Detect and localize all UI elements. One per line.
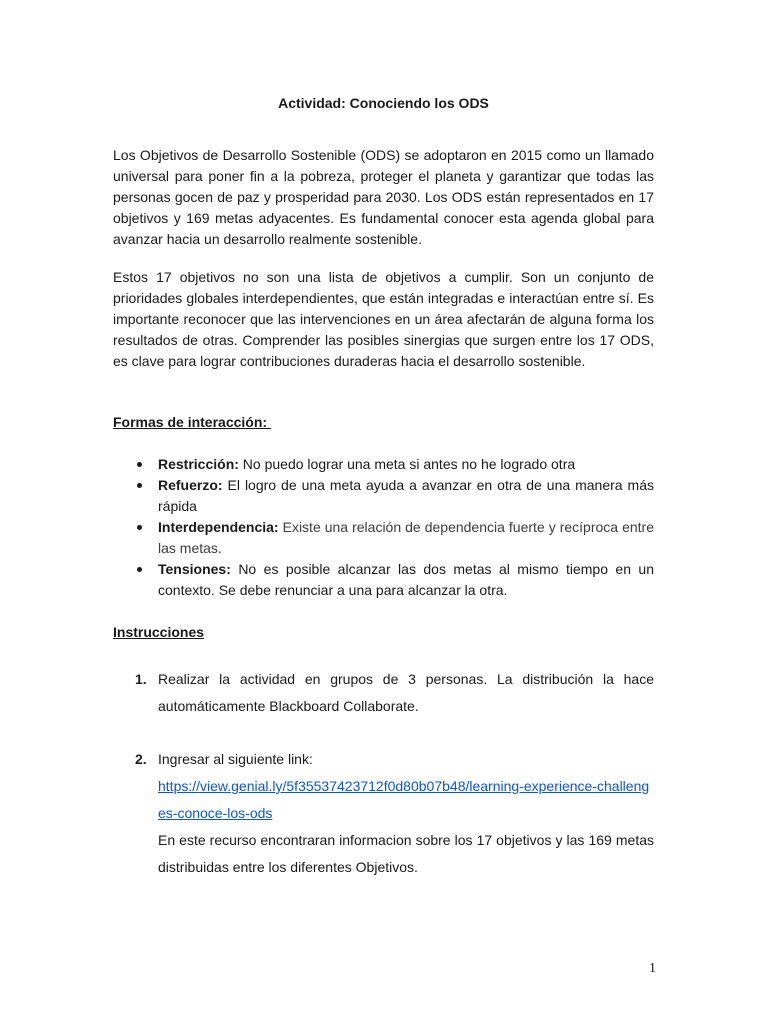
step-body xyxy=(158,746,654,881)
step-item xyxy=(113,666,654,720)
second-paragraph: Estos 17 objetivos no son una lista de objetivos a cumplir. Son un conjunto de prioridades globales interdependientes, que están integradas e interactúan entre sí. Es importante reconocer que las intervenciones en un área afectarán de alguna forma los resultados de otras. Comprender las posibles sinergias que surgen entre los 17 ODS, es clave para lograr contribuciones duraderas hacia el desarrollo sostenible. xyxy=(113,269,654,369)
step-after-text: En este recurso encontraran informacion sobre los 17 objetivos y las 169 metas distribuidas entre los diferentes Objetivos. xyxy=(158,832,654,875)
list-item xyxy=(113,559,654,601)
list-item xyxy=(113,475,654,517)
document-page xyxy=(113,0,654,1024)
bullet-text: No puedo lograr una meta si antes no he logrado otra xyxy=(238,456,576,472)
bullet-term: Interdependencia: xyxy=(158,519,279,535)
bullet-term: Tensiones: xyxy=(158,561,231,577)
bullet-text: Existe una relación de dependencia fuerte y recíproca entre las metas. xyxy=(158,519,654,556)
intro-paragraph: Los Objetivos de Desarrollo Sostenible (ODS) se adoptaron en 2015 como un llamado universal para poner fin a la pobreza, proteger el planeta y garantizar que todas las personas gocen de paz y prosperidad para 2030. Los ODS están representados en 17 objetivos y 169 metas adyacentes. Es fundamental conocer esta agenda global para avanzar hacia un desarrollo realmente sostenible. xyxy=(113,147,654,247)
bullet-icon xyxy=(137,483,142,488)
bullet-icon xyxy=(137,567,142,572)
bullet-term: Refuerzo: xyxy=(158,477,223,493)
formas-heading: Formas de interacción: xyxy=(113,414,271,430)
page-number: 1 xyxy=(649,961,656,976)
step-item xyxy=(113,746,654,881)
instrucciones-heading: Instrucciones xyxy=(113,624,205,640)
bullet-text: No es posible alcanzar las dos metas al mismo tiempo en un contexto. Se debe renunciar a una para alcanzar la otra. xyxy=(158,561,654,598)
bullet-text: El logro de una meta ayuda a avanzar en otra de una manera más rápida xyxy=(158,477,654,514)
list-item xyxy=(113,517,654,559)
document-title: Actividad: Conociendo los ODS xyxy=(278,95,489,111)
interaction-list xyxy=(113,454,654,601)
step-number: 1. xyxy=(135,671,147,687)
step-number: 2. xyxy=(135,751,147,767)
bullet-term: Restricción: xyxy=(158,456,239,472)
bullet-icon xyxy=(137,462,142,467)
list-item xyxy=(113,454,654,475)
bullet-icon xyxy=(137,525,142,530)
step-text: Realizar la actividad en grupos de 3 personas. La distribución la hace automáticamente Blackboard Collaborate. xyxy=(158,671,654,714)
step-intro: Ingresar al siguiente link: xyxy=(158,751,313,767)
genially-link[interactable]: https://view.genial.ly/5f35537423712f0d80b07b48/learning-experience-challenges-conoce-los-ods xyxy=(158,778,650,821)
